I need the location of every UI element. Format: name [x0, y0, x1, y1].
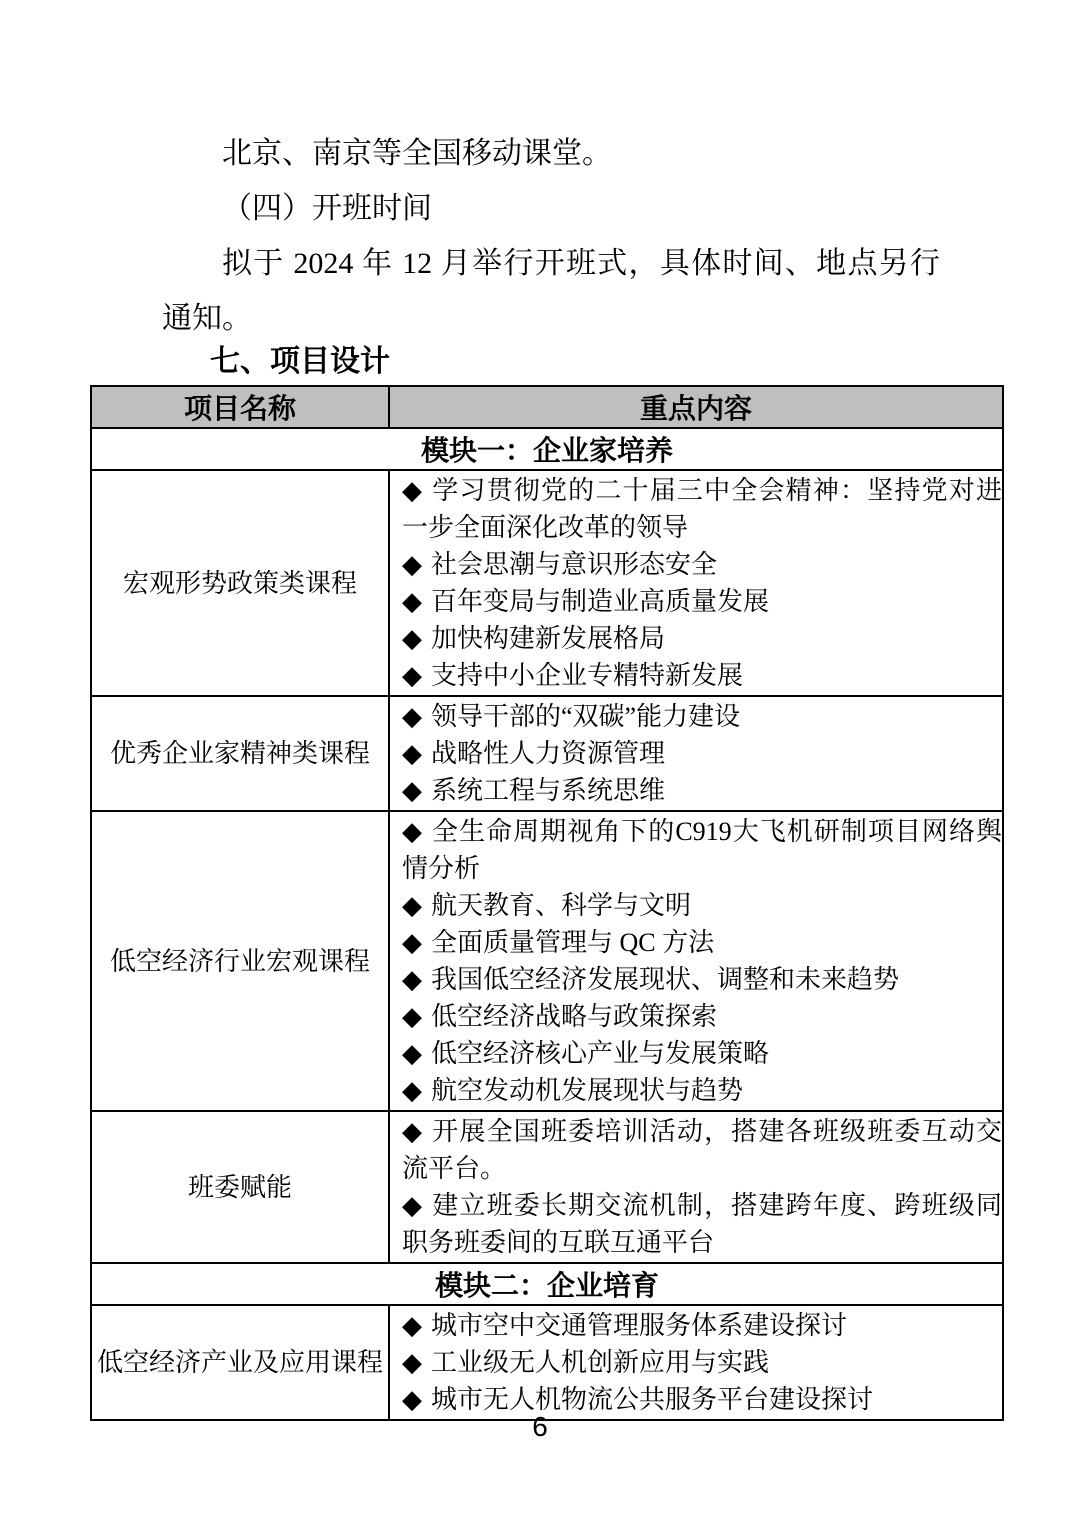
bullet-item	[402, 735, 1002, 772]
bullet-text: 系统工程与系统思维	[431, 776, 666, 805]
project-name-cell: 优秀企业家精神类课程	[91, 696, 389, 811]
bullet-item	[402, 961, 1002, 998]
bullet-text: 城市空中交通管理服务体系建设探讨	[431, 1311, 848, 1340]
bullet-text: 开展全国班委培训活动，搭建各班级班委互动交流平台。	[402, 1117, 1002, 1183]
bullet-text: 建立班委长期交流机制，搭建跨年度、跨班级同职务班委间的互联互通平台	[402, 1191, 1002, 1257]
bullet-text: 社会思潮与意识形态安全	[431, 550, 718, 579]
bullet-text: 加快构建新发展格局	[431, 624, 666, 653]
diamond-bullet-icon: ◆	[402, 817, 424, 846]
bullet-item	[402, 1307, 1002, 1344]
table-row	[91, 811, 1003, 1111]
diamond-bullet-icon: ◆	[402, 891, 422, 920]
paragraph: 拟于 2024 年 12 月举行开班式，具体时间、地点另行通知。	[162, 247, 940, 335]
bullet-item	[402, 657, 1002, 694]
diamond-bullet-icon: ◆	[402, 1348, 422, 1377]
column-header-project-name: 项目名称	[91, 386, 389, 428]
diamond-bullet-icon: ◆	[402, 661, 422, 690]
bullet-text: 支持中小企业专精特新发展	[431, 661, 744, 690]
project-name-cell: 宏观形势政策类课程	[91, 470, 389, 696]
bullet-text: 学习贯彻党的二十届三中全会精神：坚持党对进一步全面深化改革的领导	[402, 476, 1002, 542]
bullet-item	[402, 698, 1002, 735]
content-cell	[389, 811, 1003, 1111]
diamond-bullet-icon: ◆	[402, 1191, 424, 1220]
column-header-key-content: 重点内容	[389, 386, 1003, 428]
module-title: 模块二：企业培育	[91, 1263, 1003, 1305]
project-name-cell: 班委赋能	[91, 1111, 389, 1263]
module-title: 模块一：企业家培养	[91, 428, 1003, 470]
page-number: 6	[532, 1411, 548, 1442]
diamond-bullet-icon: ◆	[402, 1385, 422, 1414]
bullet-text: 全生命周期视角下的C919大飞机研制项目网络舆情分析	[402, 817, 1002, 883]
bullet-text: 全面质量管理与 QC 方法	[431, 928, 715, 957]
bullet-item	[402, 1344, 1002, 1381]
bullet-text: 航天教育、科学与文明	[431, 891, 692, 920]
bullet-text: 我国低空经济发展现状、调整和未来趋势	[431, 965, 900, 994]
module-header-row	[91, 1263, 1003, 1305]
bullet-item	[402, 887, 1002, 924]
diamond-bullet-icon: ◆	[402, 550, 422, 579]
diamond-bullet-icon: ◆	[402, 1117, 424, 1146]
paragraph: 北京、南京等全国移动课堂。	[222, 137, 612, 170]
bullet-text: 领导干部的“双碳”能力建设	[431, 702, 741, 731]
diamond-bullet-icon: ◆	[402, 587, 422, 616]
content-cell	[389, 696, 1003, 811]
paragraph: （四）开班时间	[222, 192, 432, 225]
diamond-bullet-icon: ◆	[402, 476, 424, 505]
diamond-bullet-icon: ◆	[402, 776, 422, 805]
diamond-bullet-icon: ◆	[402, 1002, 422, 1031]
table-row	[91, 1305, 1003, 1420]
bullet-text: 低空经济战略与政策探索	[431, 1002, 718, 1031]
bullet-text: 城市无人机物流公共服务平台建设探讨	[431, 1385, 874, 1414]
project-table-body	[91, 428, 1003, 1420]
table-row	[91, 1111, 1003, 1263]
project-name-cell: 低空经济产业及应用课程	[91, 1305, 389, 1420]
diamond-bullet-icon: ◆	[402, 1311, 422, 1340]
bullet-item	[402, 998, 1002, 1035]
project-name-cell: 低空经济行业宏观课程	[91, 811, 389, 1111]
bullet-item	[402, 546, 1002, 583]
bullet-text: 战略性人力资源管理	[431, 739, 666, 768]
bullet-item	[402, 1113, 1002, 1187]
bullet-item	[402, 620, 1002, 657]
bullet-text: 航空发动机发展现状与趋势	[431, 1076, 744, 1105]
bullet-item	[402, 583, 1002, 620]
bullet-text: 工业级无人机创新应用与实践	[431, 1348, 770, 1377]
bullet-item	[402, 924, 1002, 961]
content-cell	[389, 1111, 1003, 1263]
bullet-item	[402, 472, 1002, 546]
content-cell	[389, 1305, 1003, 1420]
content-cell	[389, 470, 1003, 696]
bullet-text: 低空经济核心产业与发展策略	[431, 1039, 770, 1068]
module-header-row	[91, 428, 1003, 470]
body-text	[162, 126, 940, 346]
diamond-bullet-icon: ◆	[402, 928, 422, 957]
table-row	[91, 470, 1003, 696]
bullet-item	[402, 1072, 1002, 1109]
bullet-item	[402, 813, 1002, 887]
section-heading: 七、项目设计	[210, 345, 390, 378]
diamond-bullet-icon: ◆	[402, 965, 422, 994]
diamond-bullet-icon: ◆	[402, 624, 422, 653]
diamond-bullet-icon: ◆	[402, 702, 422, 731]
table-header-row	[91, 386, 1003, 428]
bullet-item	[402, 1187, 1002, 1261]
bullet-item	[402, 1035, 1002, 1072]
bullet-text: 百年变局与制造业高质量发展	[431, 587, 770, 616]
table-row	[91, 696, 1003, 811]
diamond-bullet-icon: ◆	[402, 1076, 422, 1105]
bullet-item	[402, 772, 1002, 809]
project-design-table	[90, 385, 1004, 1421]
diamond-bullet-icon: ◆	[402, 1039, 422, 1068]
diamond-bullet-icon: ◆	[402, 739, 422, 768]
